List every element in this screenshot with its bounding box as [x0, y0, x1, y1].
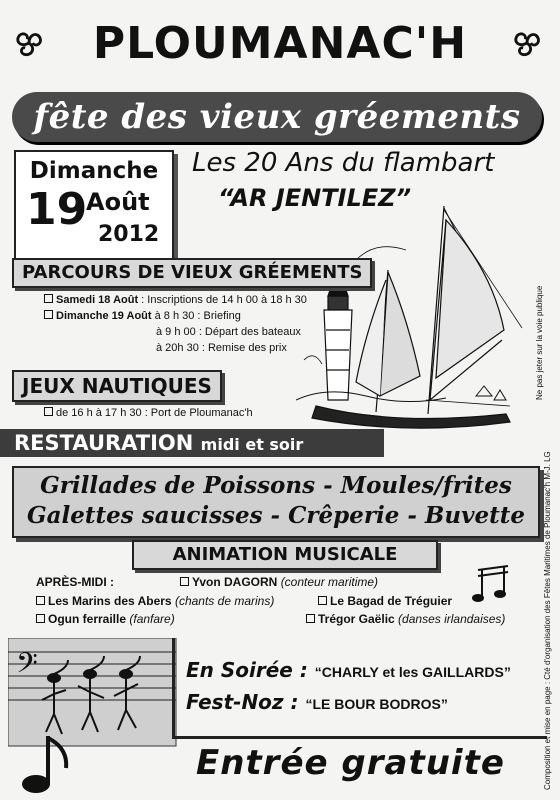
soiree-label: En Soirée : [186, 658, 308, 682]
artist-4 [36, 612, 175, 626]
artist-3 [318, 594, 452, 608]
restauration-title: RESTAURATION [14, 431, 194, 455]
section-restauration [0, 429, 384, 457]
parcours-row-2 [44, 309, 241, 323]
artist-1-desc: (conteur maritime) [280, 575, 379, 589]
side-text-1: Ne pas jeter sur la voie publique [535, 285, 544, 400]
parcours-row-2-day: Dimanche 19 Août [56, 310, 152, 322]
artist-5-name: Trégor Gaëlic [318, 612, 395, 626]
section-jeux: JEUX NAUTIQUES [12, 370, 222, 402]
date-month: Août [86, 188, 150, 216]
artist-5 [306, 612, 505, 626]
date-day: Dimanche [29, 158, 159, 184]
jeux-row-text: de 16 h à 17 h 30 : Port de Ploumanac'h [56, 407, 253, 419]
music-notes-icon [468, 560, 518, 610]
artist-1-name: Yvon DAGORN [192, 575, 278, 589]
section-parcours: PARCOURS DE VIEUX GRÉEMENTS [12, 258, 372, 288]
soiree-frame [172, 638, 547, 739]
menu-box [12, 466, 540, 538]
artist-2 [36, 594, 274, 608]
artist-2-name: Les Marins des Abers [48, 594, 172, 608]
date-number: 19 [26, 184, 88, 235]
boat-name: “AR JENTILEZ” [218, 184, 412, 212]
parcours-row-1-text: : Inscriptions de 14 h 00 à 18 h 30 [138, 294, 307, 306]
menu-line-2: Galettes saucisses - Crêperie - Buvette [27, 502, 525, 529]
festnoz-value: “LE BOUR BODROS” [305, 696, 448, 712]
artist-5-desc: (danses irlandaises) [398, 612, 506, 626]
apres-midi-label: APRÈS-MIDI : [36, 575, 114, 589]
soiree-line-1 [186, 660, 511, 680]
page-title: PLOUMANAC'H [92, 18, 468, 69]
parcours-row-1 [44, 293, 307, 307]
artist-4-desc: (fanfare) [129, 612, 175, 626]
side-text-2: Composition et mise en page : Cté d'organisation des Fêtes Maritimes de Ploumanac'h M-J. LG [543, 451, 552, 790]
dancing-notes-illustration [8, 638, 178, 798]
triskel-right-icon [508, 24, 546, 62]
artist-3-name: Le Bagad de Tréguier [330, 594, 453, 608]
artist-4-name: Ogun ferraille [48, 612, 127, 626]
checkbox-icon [36, 596, 45, 605]
parcours-indent-1: à 9 h 00 : Départ des bateaux [156, 326, 301, 338]
parcours-indent-2: à 20h 30 : Remise des prix [156, 342, 287, 354]
restauration-suffix: midi et soir [200, 435, 304, 454]
artist-1 [180, 575, 378, 589]
jeux-row [44, 406, 253, 420]
checkbox-icon [44, 294, 53, 303]
parcours-row-2-text: à 8 h 30 : Briefing [151, 310, 241, 322]
checkbox-icon [318, 596, 327, 605]
checkbox-icon [306, 614, 315, 623]
checkbox-icon [44, 407, 53, 416]
festnoz-label: Fest-Noz : [186, 690, 299, 714]
sailboat-illustration [296, 200, 530, 432]
event-banner-text: fête des vieux gréements [33, 97, 521, 137]
menu-line-1: Grillades de Poissons - Moules/frites [40, 472, 512, 499]
triskel-left-icon [10, 24, 48, 62]
checkbox-icon [36, 614, 45, 623]
artist-2-desc: (chants de marins) [174, 594, 275, 608]
free-entry: Entrée gratuite [196, 743, 505, 783]
event-banner [12, 92, 542, 142]
checkbox-icon [180, 577, 189, 586]
soiree-line-2 [186, 692, 448, 712]
date-year: 2012 [98, 222, 160, 247]
svg-text:𝄢: 𝄢 [16, 647, 38, 687]
soiree-value: “CHARLY et les GAILLARDS” [314, 664, 511, 680]
section-animation: ANIMATION MUSICALE [132, 540, 438, 570]
date-box [14, 150, 174, 260]
checkbox-icon [44, 310, 53, 319]
anniversary-line: Les 20 Ans du flambart [192, 148, 495, 178]
parcours-row-1-day: Samedi 18 Août [56, 294, 139, 306]
